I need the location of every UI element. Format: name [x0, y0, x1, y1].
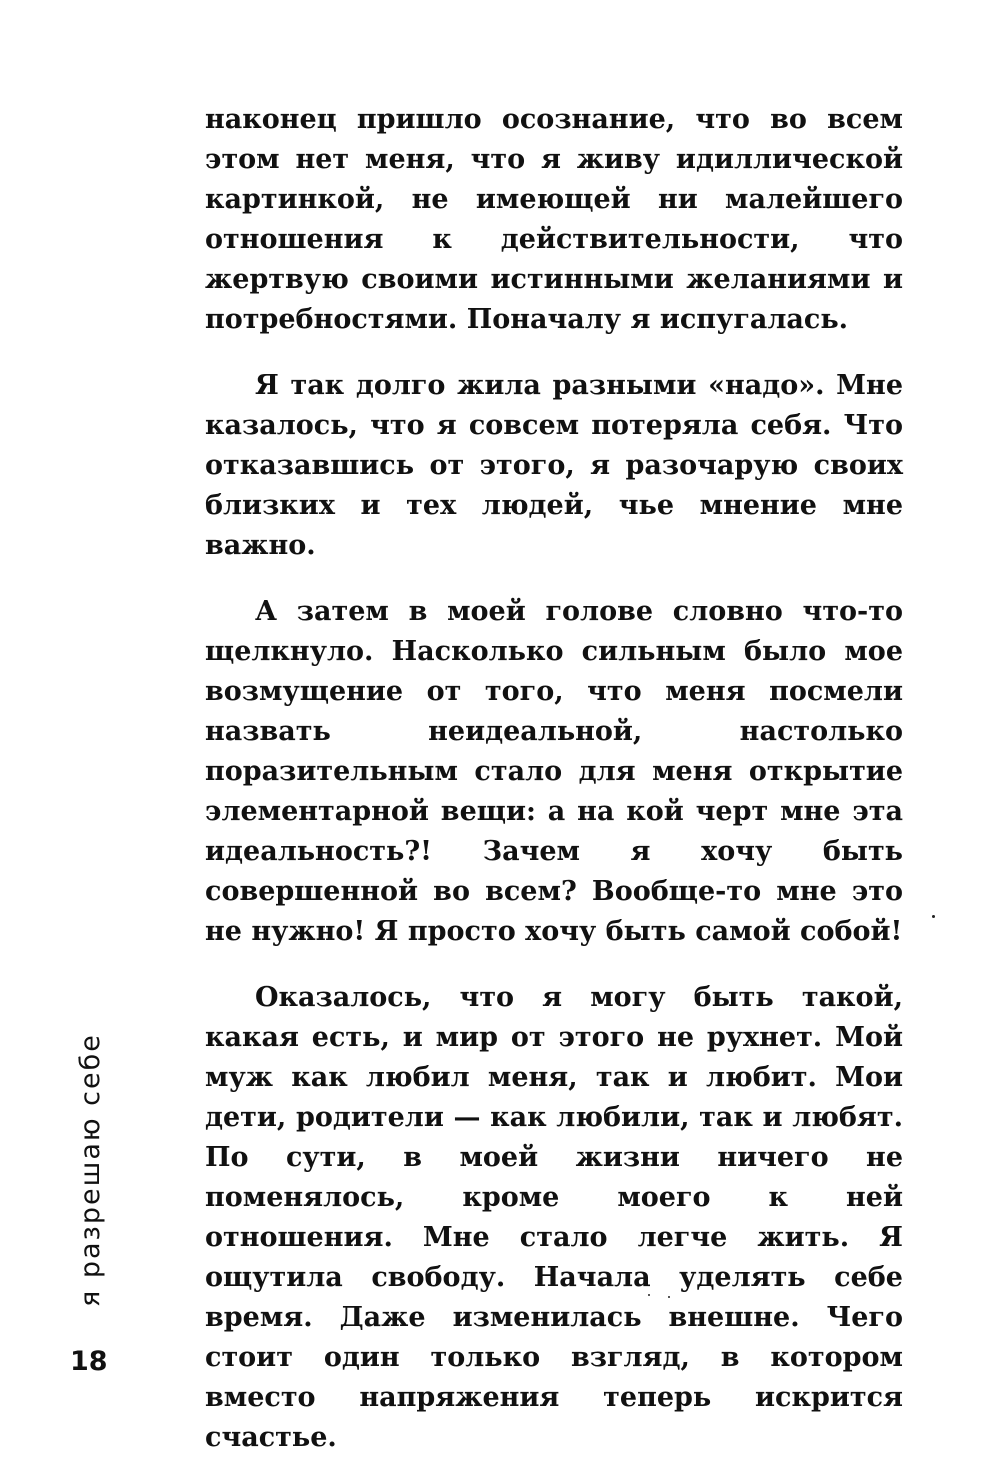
- print-speck: [668, 1296, 670, 1298]
- paragraph-4: Оказалось, что я могу быть такой, какая есть, и мир от этого не рухнет. Мой муж как любил меня, так и любит. Мои дети, родители — как любили, так и любят. По сути, в моей жизни ничего не поменялось, кроме моего к ней отношения. Мне стало легче жить. Я ощутила свободу. Начала уделять себе время. Даже изменилась внешне. Чего стоит один только взгляд, в котором вместо напряжения теперь искрится счастье.: [205, 982, 903, 1453]
- print-speck: [932, 915, 935, 918]
- body-text: [205, 100, 903, 1484]
- paragraph-1: наконец пришло осознание, что во всем этом нет меня, что я живу идиллической картинкой, не имеющей ни малейшего отношения к действительности, что жертвую своими истинными желаниями и потребностями. Поначалу я испугалась.: [205, 104, 903, 335]
- paragraph-2: Я так долго жила разными «надо». Мне казалось, что я совсем потеряла себя. Что отказавшись от этого, я разочарую своих близких и тех людей, чье мнение мне важно.: [205, 370, 903, 561]
- running-title: я разрешаю себе: [75, 1033, 106, 1307]
- paragraph-3: А затем в моей голове словно что-то щелкнуло. Насколько сильным было мое возмущение от того, что меня посмели назвать неидеальной, настолько поразительным стало для меня открытие элементарной вещи: а на кой черт мне эта идеальность?! Зачем я хочу быть совершенной во всем? Вообще-то мне это не нужно! Я просто хочу быть самой собой!: [205, 596, 903, 947]
- print-speck: [648, 1294, 650, 1296]
- page-number: 18: [70, 1346, 108, 1377]
